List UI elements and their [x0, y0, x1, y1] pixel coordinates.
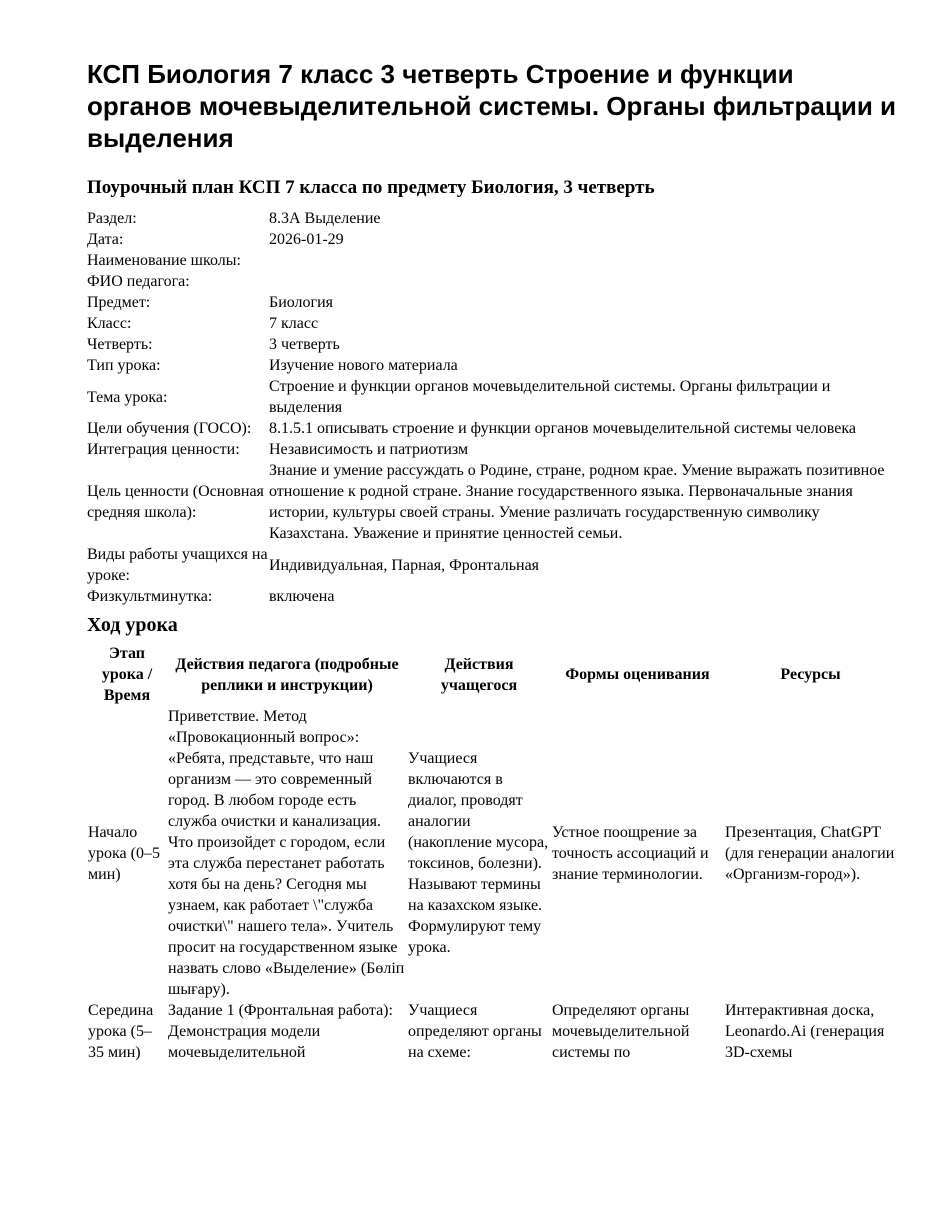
meta-label: Интеграция ценности:: [87, 441, 240, 458]
meta-value: 7 класс: [269, 315, 319, 332]
meta-row: [87, 334, 897, 355]
meta-label: Цели обучения (ГОСО):: [87, 420, 252, 437]
meta-row: [87, 229, 897, 250]
meta-row: [87, 271, 897, 292]
meta-value: 8.1.5.1 описывать строение и функции органов мочевыделительной системы человека: [269, 420, 856, 437]
document-page: [87, 58, 897, 1063]
lesson-table: [87, 643, 897, 1063]
lesson-cell: Начало урока (0–5 мин): [88, 823, 160, 883]
meta-label: ФИО педагога:: [87, 273, 190, 290]
meta-value: Изучение нового материала: [269, 357, 458, 374]
page-title: КСП Биология 7 класс 3 четверть Строение и функции органов мочевыделительной системы. Органы фильтрации и выделения: [87, 59, 897, 153]
meta-table: [87, 208, 897, 607]
meta-label: Тип урока:: [87, 357, 161, 374]
meta-value: Строение и функции органов мочевыделительной системы. Органы фильтрации и выделения: [269, 378, 831, 416]
lesson-cell: Презентация, ChatGPT (для генерации аналогии «Организм-город»).: [725, 823, 895, 883]
lesson-cell: Интерактивная доска, Leonardo.Ai (генерация 3D-схемы: [725, 1002, 885, 1061]
meta-row: [87, 586, 897, 607]
meta-row: [87, 208, 897, 229]
lesson-column-header: Действия учащегося: [440, 655, 518, 694]
meta-label: Дата:: [87, 231, 124, 248]
meta-label: Физкультминутка:: [87, 588, 213, 605]
lesson-cell: Приветствие. Метод «Провокационный вопрос»: «Ребята, представьте, что наш организм — это современный город. В любом городе есть служба очистки и канализация. Что произойдет с городом, если эта служба перестанет работать хотя бы на день? Сегодня мы узнаем, как работает \"служба очистки\" нашего тела». Учитель просит на государственном языке назвать слово «Выделение» (Бөліп шығару).: [168, 708, 405, 998]
meta-label: Раздел:: [87, 210, 137, 227]
meta-label: Цель ценности (Основная средняя школа):: [87, 483, 264, 521]
meta-row: [87, 460, 897, 544]
lesson-column-header: Действия педагога (подробные реплики и инструкции): [175, 655, 399, 694]
meta-row: [87, 355, 897, 376]
meta-label: Наименование школы:: [87, 252, 241, 269]
lesson-table-header: [87, 643, 897, 706]
lesson-column-header: Формы оценивания: [565, 666, 710, 683]
meta-value: 3 четверть: [269, 336, 340, 353]
meta-value: Биология: [269, 294, 334, 311]
meta-row: [87, 376, 897, 418]
meta-value: 2026-01-29: [269, 231, 344, 248]
meta-value: [269, 271, 897, 292]
lesson-column-header: Этап урока / Время: [101, 645, 153, 704]
lesson-cell: Учащиеся включаются в диалог, проводят аналогии (накопление мусора, токсинов, болезни). Называют термины на казахском языке. Формулируют тему урока.: [408, 750, 549, 956]
meta-row: [87, 292, 897, 313]
meta-value: Независимость и патриотизм: [269, 441, 469, 458]
meta-row: [87, 544, 897, 586]
meta-value: 8.3А Выделение: [269, 210, 381, 227]
lesson-row: [87, 706, 897, 1000]
meta-row: [87, 250, 897, 271]
meta-row: [87, 418, 897, 439]
meta-value: Индивидуальная, Парная, Фронтальная: [269, 556, 540, 574]
meta-label: Предмет:: [87, 294, 151, 311]
lesson-cell: Учащиеся определяют органы на схеме:: [408, 1002, 542, 1061]
lesson-row: [87, 1000, 897, 1063]
meta-label: Четверть:: [87, 336, 153, 353]
lesson-cell: Задание 1 (Фронтальная работа): Демонстрация модели мочевыделительной: [168, 1002, 393, 1061]
lesson-heading: Ход урока: [87, 614, 178, 636]
meta-label: Класс:: [87, 315, 132, 332]
lesson-cell: Устное поощрение за точность ассоциаций и знание терминологии.: [552, 823, 709, 883]
lesson-column-header: Ресурсы: [780, 666, 841, 683]
lesson-cell: Определяют органы мочевыделительной системы по: [552, 1002, 690, 1061]
meta-value: [269, 250, 897, 271]
meta-row: [87, 313, 897, 334]
meta-value: Знание и умение рассуждать о Родине, стране, родном крае. Умение выражать позитивное отношение к родной стране. Знание государственного языка. Первоначальные знания истории, культуры своей страны. Умение различать государственную символику Казахстана. Уважение и принятие ценностей семьи.: [269, 462, 885, 542]
meta-value: включена: [269, 588, 335, 605]
lesson-cell: Середина урока (5–35 мин): [88, 1002, 154, 1061]
meta-label: Виды работы учащихся на уроке:: [87, 546, 268, 584]
meta-label: Тема урока:: [87, 388, 168, 406]
meta-row: [87, 439, 897, 460]
document-subtitle: Поурочный план КСП 7 класса по предмету Биология, 3 четверть: [87, 177, 655, 198]
